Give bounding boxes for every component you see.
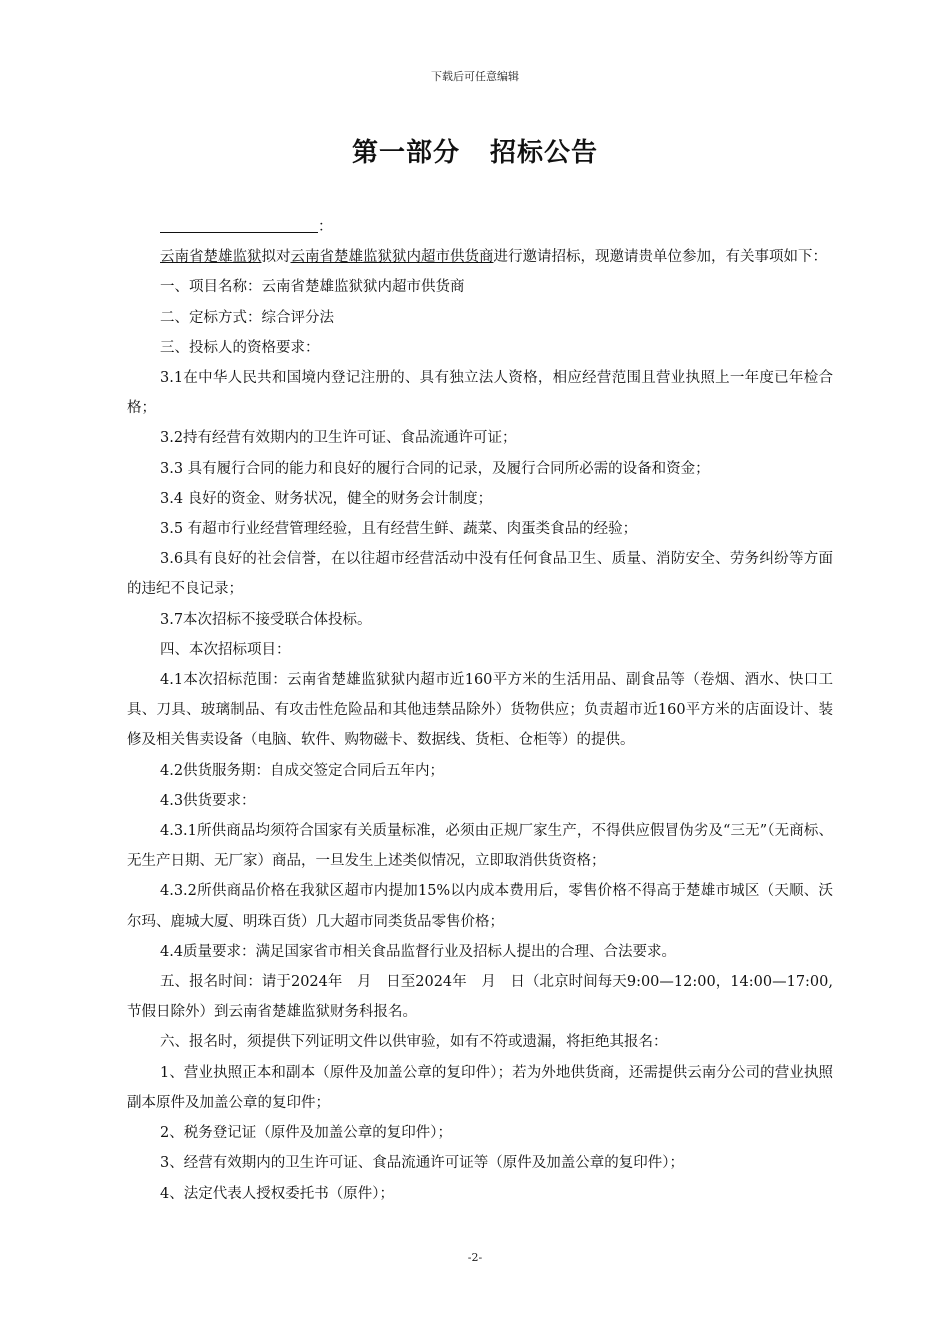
document-body	[127, 212, 833, 1209]
paragraph: 3.4 良好的资金、财务状况，健全的财务会计制度；	[160, 490, 493, 507]
paragraph: 五、报名时间：请于2024年 月 日至2024年 月 日（北京时间每天9:00—12:00，14:00—17:00,节假日除外）到云南省楚雄监狱财务科报名。	[127, 974, 833, 1021]
paragraph: 3.3 具有履行合同的能力和良好的履行合同的记录，及履行合同所必需的设备和资金；	[160, 460, 710, 477]
intro-org: 云南省楚雄监狱	[160, 249, 262, 266]
title-part: 第一部分	[351, 138, 460, 168]
salutation-line	[127, 212, 833, 242]
title-name: 招标公告	[490, 138, 599, 168]
paragraph: 3、经营有效期内的卫生许可证、食品流通许可证等（原件及加盖公章的复印件）；	[160, 1155, 684, 1172]
intro-paragraph	[127, 242, 833, 272]
page-header: 下载后可任意编辑	[431, 70, 519, 83]
paragraph: 4.2供货服务期：自成交签定合同后五年内；	[160, 762, 445, 779]
paragraph: 4.1本次招标范围：云南省楚雄监狱狱内超市近160平方米的生活用品、副食品等（卷烟、酒水、快口工具、刀具、玻璃制品、有攻击性危险品和其他违禁品除外）货物供应；负责超市近160平方米的店面设计、装修及相关售卖设备（电脑、软件、购物磁卡、数据线、货柜、仓柜等）的提供。	[127, 672, 833, 749]
page-number: -2-	[467, 1251, 483, 1264]
page-title	[0, 132, 950, 169]
paragraph: 3.1在中华人民共和国境内登记注册的、具有独立法人资格，相应经营范围且营业执照上一年度已年检合格；	[127, 370, 833, 417]
intro-project: 云南省楚雄监狱狱内超市供货商	[290, 249, 494, 266]
intro-rest: 进行邀请招标，现邀请贵单位参加，有关事项如下：	[493, 249, 827, 266]
paragraph: 一、项目名称：云南省楚雄监狱狱内超市供货商	[160, 279, 465, 296]
paragraph: 3.6具有良好的社会信誉，在以往超市经营活动中没有任何食品卫生、质量、消防安全、劳务纠纷等方面的违纪不良记录；	[127, 551, 833, 598]
addressee-blank	[160, 214, 318, 233]
paragraph: 4.3供货要求：	[160, 792, 256, 809]
paragraph: 四、本次招标项目：	[160, 641, 291, 658]
paragraph: 1、营业执照正本和副本（原件及加盖公章的复印件）；若为外地供货商，还需提供云南分公司的营业执照副本原件及加盖公章的复印件；	[127, 1064, 833, 1111]
paragraph: 3.2持有经营有效期内的卫生许可证、食品流通许可证；	[160, 430, 517, 447]
paragraph: 3.5 有超市行业经营管理经验，且有经营生鲜、蔬菜、肉蛋类食品的经验；	[160, 521, 638, 538]
paragraph: 2、税务登记证（原件及加盖公章的复印件）；	[160, 1125, 452, 1142]
paragraph: 二、定标方式：综合评分法	[160, 309, 334, 326]
paragraph: 六、报名时，须提供下列证明文件以供审验，如有不符或遗漏，将拒绝其报名：	[160, 1034, 668, 1051]
intro-mid: 拟对	[261, 249, 291, 266]
salutation-colon: ：	[318, 219, 333, 235]
paragraph: 4.3.2所供商品价格在我狱区超市内提加15%以内成本费用后，零售价格不得高于楚雄市城区（天顺、沃尔玛、鹿城大厦、明珠百货）几大超市同类货品零售价格；	[127, 883, 833, 930]
paragraph: 4、法定代表人授权委托书（原件）；	[160, 1185, 394, 1202]
paragraph: 三、投标人的资格要求：	[160, 339, 320, 356]
paragraph: 4.3.1所供商品均须符合国家有关质量标准，必须由正规厂家生产，不得供应假冒伪劣及“三无”（无商标、无生产日期、无厂家）商品，一旦发生上述类似情况，立即取消供货资格；	[127, 823, 833, 870]
paragraph: 4.4质量要求：满足国家省市相关食品监督行业及招标人提出的合理、合法要求。	[160, 943, 677, 960]
paragraph: 3.7本次招标不接受联合体投标。	[160, 611, 372, 628]
